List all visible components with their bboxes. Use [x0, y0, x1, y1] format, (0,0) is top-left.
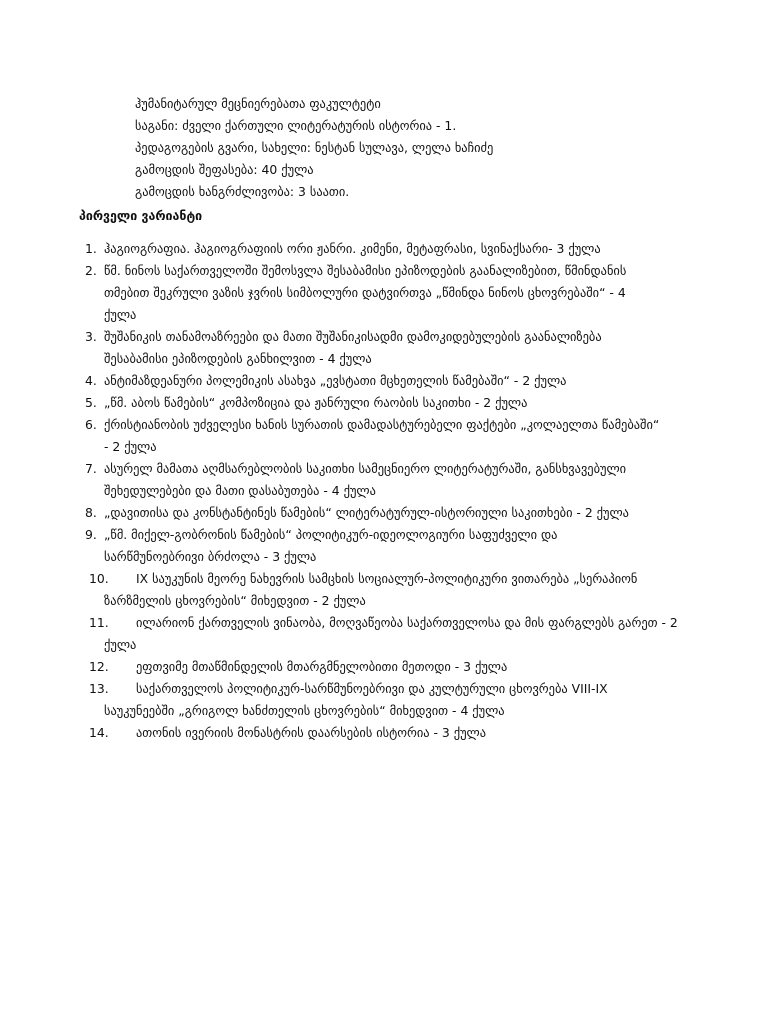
question-item: [79, 502, 699, 524]
question-list: [79, 238, 699, 744]
question-text: ზარზმელის ცხოვრების“ მიხედვით - 2 ქულა: [104, 593, 366, 608]
question-text: საუკუნეებში „გრიგოლ ხანძთელის ცხოვრების“ მიხედვით - 4 ქულა: [104, 703, 505, 718]
question-number: 13.: [89, 681, 109, 696]
question-text: „წმ. აბოს წამების“ კომპოზიცია და ჟანრული რაობის საკითხი - 2 ქულა: [104, 395, 528, 410]
question-number: 3.: [85, 329, 97, 344]
question-number: 2.: [85, 263, 97, 278]
question-number: 11.: [89, 615, 109, 630]
question-number: 6.: [85, 417, 97, 432]
faculty-line: ჰუმანიტარულ მეცნიერებათა ფაკულტეტი: [135, 96, 381, 111]
question-item: [79, 414, 699, 458]
question-item: [79, 722, 699, 744]
question-text: „დავითისა და კონსტანტინეს წამების“ ლიტერატურულ-ისტორიული საკითხები - 2 ქულა: [104, 505, 629, 520]
question-item: [79, 392, 699, 414]
teachers-line: პედაგოგების გვარი, სახელი: ნესტან სულავა, ლელა ხაჩიძე: [135, 140, 494, 155]
question-number: 12.: [89, 659, 109, 674]
question-text: „წმ. მიქელ-გობრონის წამების“ პოლიტიკურ-იდეოლოგიური საფუძველი და: [104, 527, 558, 542]
question-number: 1.: [85, 241, 97, 256]
question-text: IX საუკუნის მეორე ნახევრის სამცხის სოციალურ-პოლიტიკური ვითარება „სერაპიონ: [136, 571, 638, 586]
question-text: ქულა: [104, 637, 137, 652]
question-text: წმ. ნინოს საქართველოში შემოსვლა შესაბამისი ეპიზოდების გაანალიზებით, წმინდანის: [104, 263, 627, 278]
question-number: 9.: [85, 527, 97, 542]
question-item: [79, 568, 699, 612]
question-text: შუშანიკის თანამოაზრეები და მათი შუშანიკისადმი დამოკიდებულების გაანალიზება: [104, 329, 602, 344]
question-text: ქრისტიანობის უძველესი ხანის სურათის დამადასტურებელი ფაქტები „კოლაელთა წამებაში“: [104, 417, 660, 432]
subject-line: საგანი: ძველი ქართული ლიტერატურის ისტორია - 1.: [135, 118, 457, 133]
question-item: [79, 678, 699, 722]
question-item: [79, 524, 699, 568]
question-text: საქართველოს პოლიტიკურ-სარწმუნოებრივი და კულტურული ცხოვრება VIII-IX: [136, 681, 608, 696]
question-text: ქულა: [104, 307, 137, 322]
question-item: [79, 370, 699, 392]
question-text: ილარიონ ქართველის ვინაობა, მოღვაწეობა საქართველოსა და მის ფარგლებს გარეთ - 2: [136, 615, 678, 630]
question-item: [79, 612, 699, 656]
question-text: ათონის ივერიის მონასტრის დაარსების ისტორია - 3 ქულა: [136, 725, 487, 740]
question-number: 14.: [89, 725, 109, 740]
duration-line: გამოცდის ხანგრძლივობა: 3 საათი.: [135, 184, 350, 199]
question-item: [79, 238, 699, 260]
question-number: 8.: [85, 505, 97, 520]
question-text: შეხედულებები და მათი დასაბუთება - 4 ქულა: [104, 483, 376, 498]
question-text: სარწმუნოებრივი ბრძოლა - 3 ქულა: [104, 549, 317, 564]
section-title: პირველი ვარიანტი: [79, 208, 203, 223]
question-text: - 2 ქულა: [104, 439, 157, 454]
score-line: გამოცდის შეფასება: 40 ქულა: [135, 162, 314, 177]
question-number: 5.: [85, 395, 97, 410]
question-number: 7.: [85, 461, 97, 476]
question-number: 4.: [85, 373, 97, 388]
question-text: შესაბამისი ეპიზოდების განხილვით - 4 ქულა: [104, 351, 372, 366]
question-item: [79, 326, 699, 370]
question-text: ანტიმაზდეანური პოლემიკის ასახვა „ევსტათი მცხეთელის წამებაში“ - 2 ქულა: [104, 373, 567, 388]
question-text: ეფთვიმე მთაწმინდელის მთარგმნელობითი მეთოდი - 3 ქულა: [136, 659, 508, 674]
question-text: ჰაგიოგრაფია. ჰაგიოგრაფიის ორი ჟანრი. კიმენი, მეტაფრასი, სვინაქსარი- 3 ქულა: [104, 241, 601, 256]
question-number: 10.: [89, 571, 109, 586]
question-text: თმებით შეკრული ვაზის ჯვრის სიმბოლური დატვირთვა „წმინდა ნინოს ცხოვრებაში“ - 4: [104, 285, 626, 300]
question-item: [79, 260, 699, 326]
question-text: ასურელ მამათა აღმსარებლობის საკითხი სამეცნიერო ლიტერატურაში, განსხვავებული: [104, 461, 627, 476]
question-item: [79, 458, 699, 502]
document-header: [135, 93, 735, 203]
question-item: [79, 656, 699, 678]
